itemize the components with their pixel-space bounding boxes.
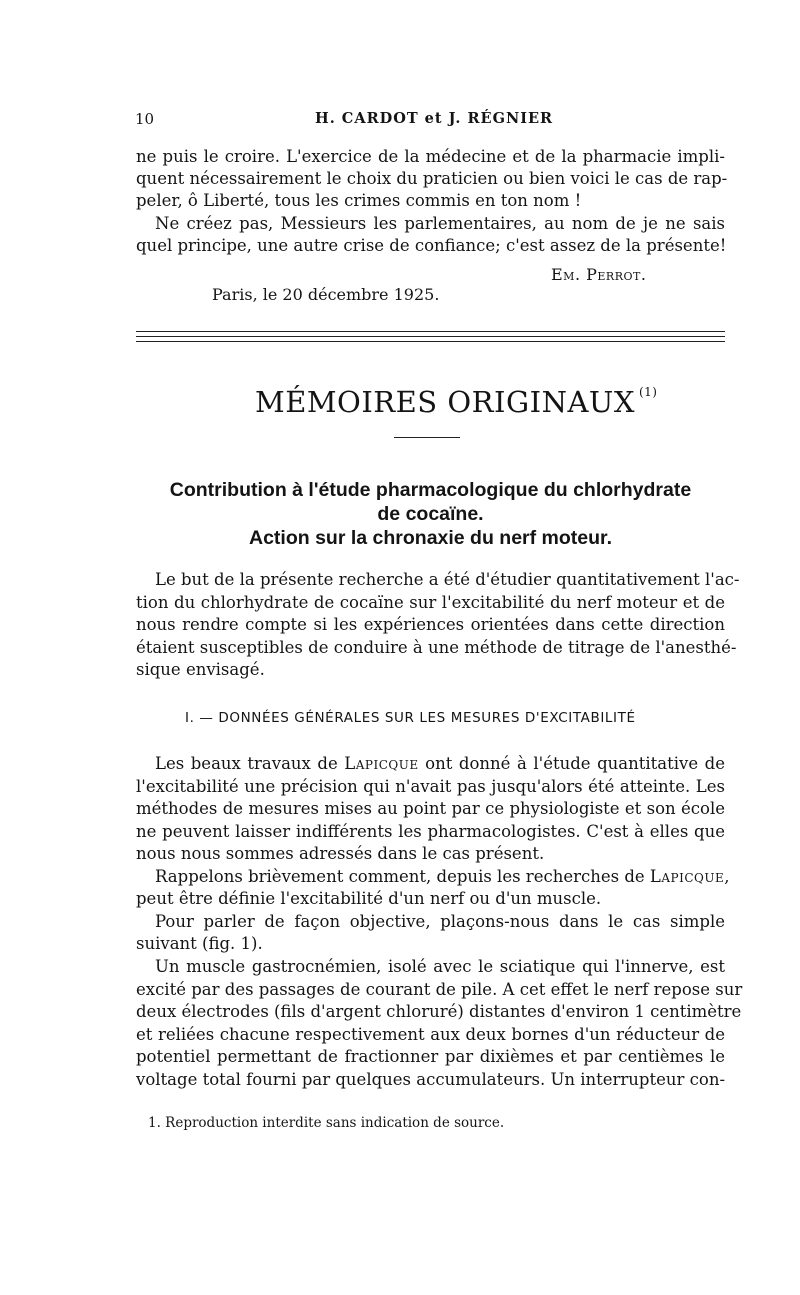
text-line: Le but de la présente recherche a été d'étudier quantitativement l'ac- (155, 570, 740, 589)
running-head: H. CARDOT et J. RÉGNIER (315, 110, 554, 127)
text-line: nous nous sommes adressés dans le cas présent. (136, 844, 545, 863)
separator-rule (136, 341, 725, 342)
text-line: étaient susceptibles de conduire à une méthode de titrage de l'anesthé- (136, 638, 737, 657)
text-line: potentiel permettant de fractionner par dixièmes et par centièmes le (136, 1047, 725, 1066)
place-date: Paris, le 20 décembre 1925. (212, 285, 440, 304)
author-name: Lapicque, (649, 867, 730, 886)
separator-rule (136, 336, 725, 337)
text-line: et reliées chacune respectivement aux deux bornes d'un réducteur de (136, 1025, 725, 1044)
author-name: Lapicque (344, 754, 419, 773)
text-line: peler, ô Liberté, tous les crimes commis en ton nom ! (136, 191, 582, 210)
page-number: 10 (135, 110, 155, 128)
text-line (155, 753, 725, 775)
text-line: deux électrodes (fils d'argent chloruré) distantes d'environ 1 centimètre (136, 1002, 742, 1021)
text-line: Pour parler de façon objective, plaçons-nous dans le cas simple (155, 912, 725, 931)
text-line: suivant (fig. 1). (136, 934, 263, 953)
section-title (255, 385, 657, 419)
text-line: peut être définie l'excitabilité d'un nerf ou d'un muscle. (136, 889, 602, 908)
text-line: ne peuvent laisser indifférents les pharmacologistes. C'est à elles que (136, 822, 725, 841)
text-line: méthodes de mesures mises au point par ce physiologiste et son école (136, 799, 725, 818)
text-line: sique envisagé. (136, 660, 265, 679)
text-span: Rappelons brièvement comment, depuis les recherches de (155, 867, 650, 886)
signature: Em. Perrot. (551, 265, 647, 284)
text-line: excité par des passages de courant de pile. A cet effet le nerf repose sur (136, 980, 743, 999)
separator-rule (136, 331, 725, 332)
text-line: Ne créez pas, Messieurs les parlementaires, au nom de je ne sais (155, 214, 725, 233)
text-line: Un muscle gastrocnémien, isolé avec le sciatique qui l'innerve, est (155, 957, 725, 976)
text-line: l'excitabilité une précision qui n'avait pas jusqu'alors été atteinte. Les (136, 777, 725, 796)
text-line: tion du chlorhydrate de cocaïne sur l'excitabilité du nerf moteur et de (136, 593, 725, 612)
text-span: Les beaux travaux de (155, 754, 345, 773)
footnote: 1. Reproduction interdite sans indication de source. (148, 1115, 505, 1131)
text-line: nous rendre compte si les expériences orientées dans cette direction (136, 615, 725, 634)
text-line: quel principe, une autre crise de confiance; c'est assez de la présente! (136, 236, 727, 255)
section-heading: I. — DONNÉES GÉNÉRALES SUR LES MESURES D'EXCITABILITÉ (185, 710, 636, 726)
text-span: ont donné à l'étude quantitative de (418, 754, 725, 773)
text-line: voltage total fourni par quelques accumulateurs. Un interrupteur con- (136, 1070, 726, 1089)
article-title-line: Contribution à l'étude pharmacologique du chlorhydrate (169, 479, 692, 501)
article-title-line: Action sur la chronaxie du nerf moteur. (249, 527, 612, 549)
text-line: quent nécessairement le choix du praticien ou bien voici le cas de rap- (136, 169, 728, 188)
section-title-text: MÉMOIRES ORIGINAUX (255, 385, 635, 419)
footnote-marker: (1) (638, 385, 658, 399)
title-underline (394, 437, 460, 438)
text-line: ne puis le croire. L'exercice de la médecine et de la pharmacie impli- (136, 147, 725, 166)
text-line (155, 866, 730, 888)
article-title-line: de cocaïne. (377, 503, 484, 525)
